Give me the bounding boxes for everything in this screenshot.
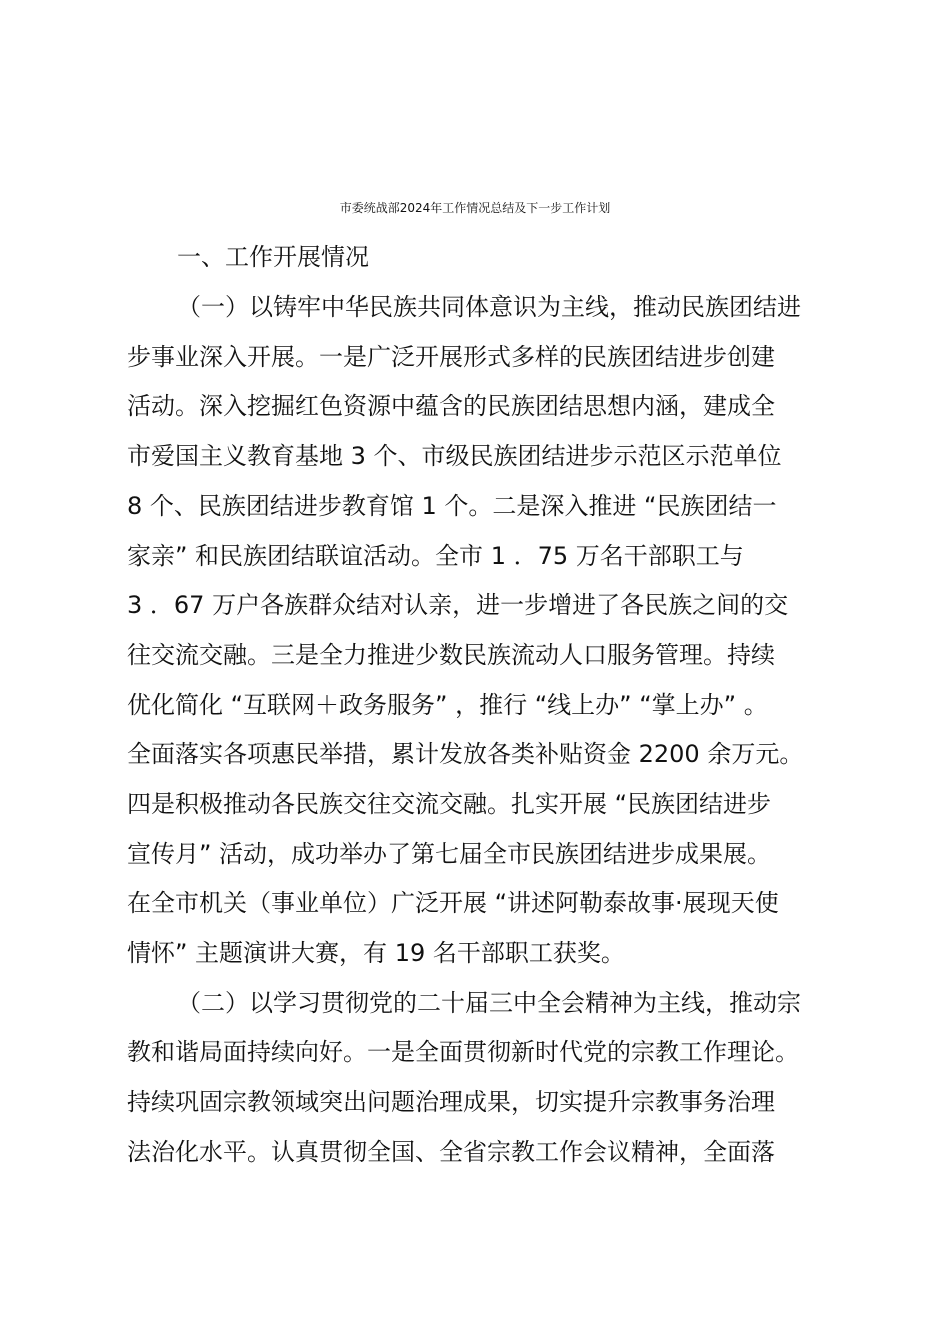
paragraph-line: 步事业深入开展。一是广泛开展形式多样的民族团结进步创建 [127,343,775,371]
paragraph-line: 教和谐局面持续向好。一是全面贯彻新时代党的宗教工作理论。 [127,1038,799,1066]
paragraph-line: 情怀” 主题演讲大赛，有 19 名干部职工获奖。 [127,939,625,967]
paragraph-line: 四是积极推动各民族交往交流交融。扎实开展 “民族团结进步 [127,790,772,818]
paragraph-line: 宣传月” 活动，成功举办了第七届全市民族团结进步成果展。 [127,840,772,868]
paragraph-line: 法治化水平。认真贯彻全国、全省宗教工作会议精神，全面落 [127,1138,775,1166]
paragraph-line: 在全市机关（事业单位）广泛开展 “讲述阿勒泰故事·展现天使 [127,889,779,917]
paragraph-line: 持续巩固宗教领域突出问题治理成果，切实提升宗教事务治理 [127,1088,775,1116]
paragraph-line: 优化简化 “互联网＋政务服务” ，推行 “线上办” “掌上办” 。 [127,691,768,719]
section-heading: 一、工作开展情况 [177,243,369,271]
paragraph-line: 8 个、民族团结进步教育馆 1 个。二是深入推进 “民族团结一 [127,492,777,520]
paragraph-line: （二）以学习贯彻党的二十届三中全会精神为主线，推动宗 [177,989,801,1017]
paragraph-line: 往交流交融。三是全力推进少数民族流动人口服务管理。持续 [127,641,775,669]
document-title: 市委统战部2024年工作情况总结及下一步工作计划 [339,201,611,215]
paragraph-line: 全面落实各项惠民举措，累计发放各类补贴资金 2200 余万元。 [127,740,804,768]
paragraph-line: 3 ．67 万户各族群众结对认亲，进一步增进了各民族之间的交 [127,591,789,619]
paragraph-line: 家亲” 和民族团结联谊活动。全市 1 ．75 万名干部职工与 [127,542,744,570]
paragraph-line: 活动。深入挖掘红色资源中蕴含的民族团结思想内涵，建成全 [127,392,775,420]
paragraph-line: 市爱国主义教育基地 3 个、市级民族团结进步示范区示范单位 [127,442,782,470]
paragraph-line: （一）以铸牢中华民族共同体意识为主线，推动民族团结进 [177,293,801,321]
